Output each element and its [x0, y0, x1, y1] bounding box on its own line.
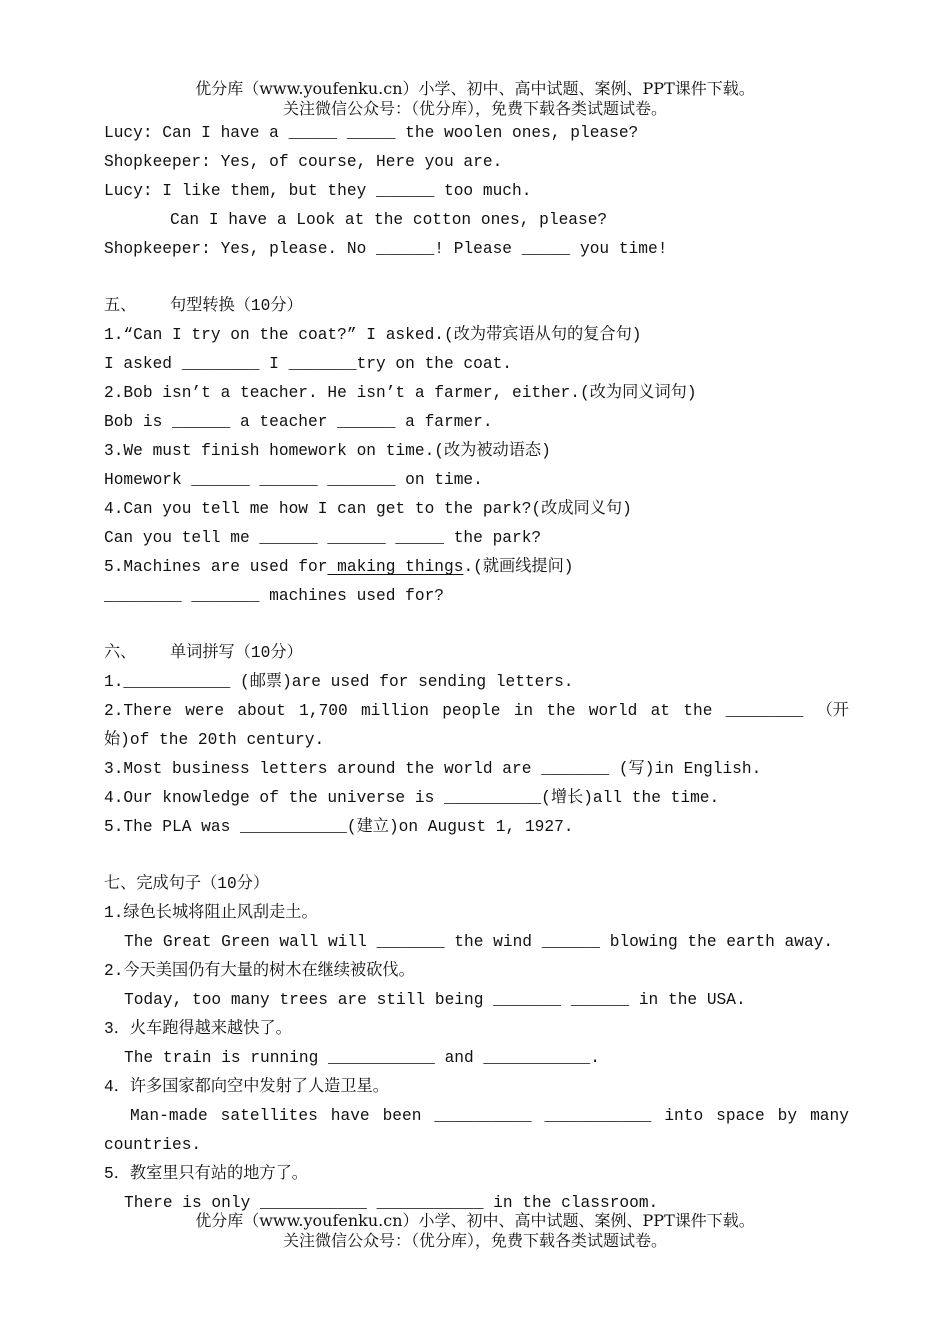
word: about — [237, 702, 286, 720]
section-5-question-3: 3.We must finish homework on time.(改为被动语态) — [104, 442, 551, 460]
word: __________ — [434, 1107, 532, 1125]
section-5-question-5 — [104, 553, 849, 582]
word: at — [650, 702, 671, 720]
header-line-2: 关注微信公众号：（优分库），免费下载各类试题试卷。 — [282, 99, 667, 118]
section-7-question-1-english: The Great Green wall will _______ the wind ______ blowing the earth away. — [124, 933, 834, 951]
header-line-1: 优分库（www.youfenku.cn）小学、初中、高中试题、案例、PPT课件下载。 — [195, 79, 755, 98]
word: have — [330, 1107, 370, 1125]
dialogue-line-3: Lucy: I like them, but they ______ too much. — [104, 182, 532, 200]
section-5-question-2: 2.Bob isn’t a teacher. He isn’t a farmer, either.(改为同义词句) — [104, 384, 697, 402]
section-7-question-2-english: Today, too many trees are still being _______ ______ in the USA. — [124, 991, 746, 1009]
dialogue-line-1: Lucy: Can I have a _____ _____ the woolen ones, please? — [104, 124, 639, 142]
section-6-question-1: 1.___________ (邮票)are used for sending letters. — [104, 673, 574, 691]
section-6-heading — [104, 639, 849, 668]
footer-line-2: 关注微信公众号：（优分库），免费下载各类试题试卷。 — [282, 1231, 667, 1250]
word: the — [683, 702, 713, 720]
word: were — [185, 702, 225, 720]
section-5-answer-2: Bob is ______ a teacher ______ a farmer. — [104, 413, 493, 431]
word: world — [588, 702, 638, 720]
word: ________ — [725, 702, 804, 720]
section-5-question-1: 1.“Can I try on the coat?” I asked.(改为带宾语从句的复合句) — [104, 326, 642, 344]
word: people — [442, 702, 501, 720]
section-6-question-2-continued: 始)of the 20th century. — [104, 731, 325, 749]
section-6-question-2 — [104, 697, 849, 726]
section-7-question-5-english: There is only ___________ ___________ in the classroom. — [124, 1194, 659, 1212]
word: Man-made — [130, 1107, 208, 1125]
word: by — [777, 1107, 798, 1125]
section-5-answer-4: Can you tell me ______ ______ _____ the park? — [104, 529, 542, 547]
word: 2.There — [104, 702, 172, 720]
section-5-heading — [104, 292, 849, 321]
section-5-answer-5: ________ _______ machines used for? — [104, 587, 444, 605]
word: been — [382, 1107, 422, 1125]
dialogue-line-2: Shopkeeper: Yes, of course, Here you are. — [104, 153, 503, 171]
word: 1,700 — [299, 702, 348, 720]
word: （开 — [816, 702, 849, 720]
section-6-title: 单词拼写（10分） — [170, 644, 303, 662]
q5-prefix: 5.Machines are used for — [104, 558, 328, 576]
section-5-answer-3: Homework ______ ______ _______ on time. — [104, 471, 483, 489]
word: into — [664, 1107, 704, 1125]
section-6-question-5: 5.The PLA was ___________(建立)on August 1, 1927. — [104, 818, 574, 836]
section-6-number: 六、 — [104, 644, 137, 662]
section-7-question-3-chinese: 3．火车跑得越来越快了。 — [104, 1020, 292, 1038]
section-6-question-3: 3.Most business letters around the world are _______ (写)in English. — [104, 760, 762, 778]
dialogue-line-5: Shopkeeper: Yes, please. No ______! Please _____ you time! — [104, 240, 668, 258]
section-5-number: 五、 — [104, 297, 137, 315]
section-7-question-1-chinese: 1.绿色长城将阻止风刮走土。 — [104, 904, 318, 922]
section-7-question-4-continued: countries. — [104, 1136, 202, 1154]
section-7-heading: 七、完成句子（10分） — [104, 875, 270, 893]
section-7-question-4-english — [104, 1102, 849, 1131]
section-7-question-4-chinese: 4．许多国家都向空中发射了人造卫星。 — [104, 1078, 389, 1096]
word: in — [513, 702, 534, 720]
exam-content — [104, 119, 849, 1218]
word: space — [716, 1107, 765, 1125]
dialogue-line-4: Can I have a Look at the cotton ones, please? — [170, 211, 608, 229]
q5-suffix: .(就画线提问) — [463, 558, 574, 576]
page-footer — [0, 1211, 950, 1251]
footer-line-1: 优分库（www.youfenku.cn）小学、初中、高中试题、案例、PPT课件下载。 — [195, 1211, 755, 1230]
section-5-title: 句型转换（10分） — [170, 297, 303, 315]
word: many — [810, 1107, 849, 1125]
section-6-question-4: 4.Our knowledge of the universe is __________(增长)all the time. — [104, 789, 720, 807]
q5-underlined-phrase: making things — [327, 558, 464, 576]
section-5-answer-1: I asked ________ I _______try on the coat. — [104, 355, 512, 373]
section-7-question-3-english: The train is running ___________ and ___________. — [124, 1049, 600, 1067]
section-7-question-2-chinese: 2.今天美国仍有大量的树木在继续被砍伐。 — [104, 962, 415, 980]
word: satellites — [220, 1107, 318, 1125]
section-7-question-5-chinese: 5．教室里只有站的地方了。 — [104, 1165, 308, 1183]
word: ___________ — [544, 1107, 652, 1125]
word: million — [360, 702, 429, 720]
word: the — [546, 702, 576, 720]
section-5-question-4: 4.Can you tell me how I can get to the park?(改成同义句) — [104, 500, 632, 518]
page-header — [0, 79, 950, 119]
